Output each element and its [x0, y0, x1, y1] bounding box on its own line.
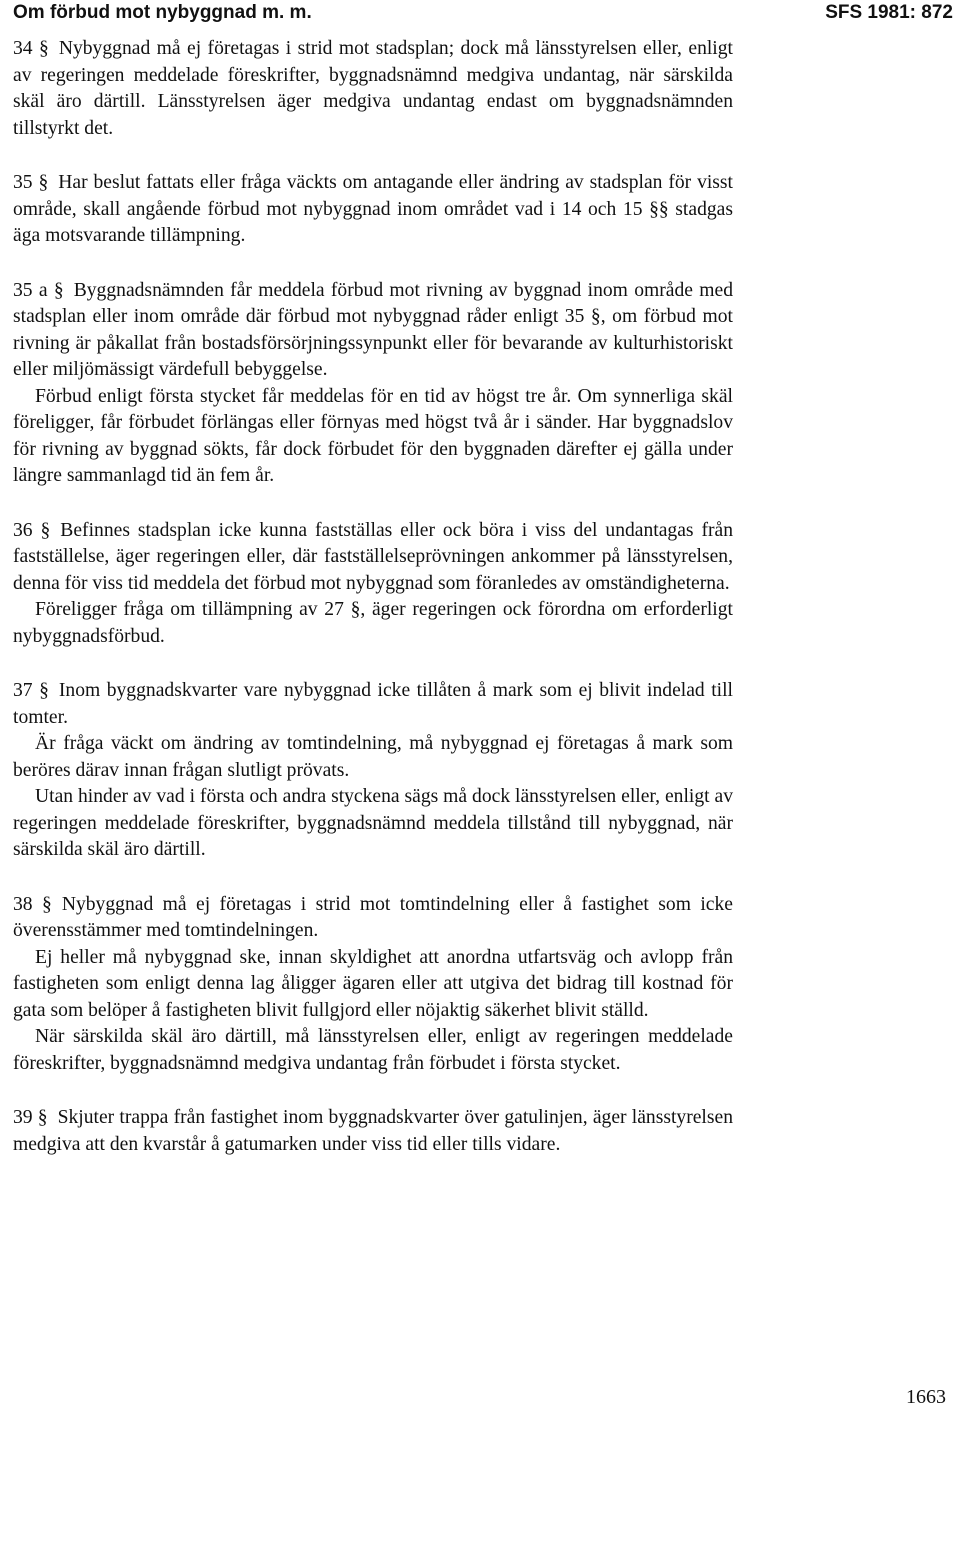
paragraph	[13, 1105, 733, 1158]
paragraph: Utan hinder av vad i första och andra styckena sägs må dock länsstyrelsen eller, enligt av regeringen meddelade föreskrifter, byggnadsnämnd meddela tillstånd till nybyggnad, när särskilda skäl äro därtill.	[13, 786, 733, 860]
section-number: 34 §	[13, 38, 49, 59]
paragraph: Är fråga väckt om ändring av tomtindelning, må nybyggnad ej företagas å mark som beröres därav innan frågan slutligt prövats.	[13, 733, 733, 781]
running-head-title: Om förbud mot nybyggnad m. m.	[13, 2, 312, 23]
paragraph: Förbud enligt första stycket får meddelas för en tid av högst tre år. Om synnerliga skäl föreligger, får förbudet förlängas eller förnyas med högst två år i sänder. Har byggnadslov för rivning av byggnad sökts, får dock förbudet för den byggnaden därefter ej gälla under längre sammanlagd tid än fem år.	[13, 385, 733, 486]
page-number: 1663	[906, 1386, 946, 1408]
paragraph	[13, 518, 733, 598]
paragraph	[13, 36, 733, 142]
paragraph-text: Har beslut fattats eller fråga väckts om antagande eller ändring av stadsplan för visst område, skall angående förbud mot nybyggnad inom området vad i 14 och 15 §§ stadgas äga motsvarande tillämpning.	[13, 172, 733, 246]
paragraph-text: Nybyggnad må ej företagas i strid mot tomtindelning eller å fastighet som icke överensstämmer med tomtindelningen.	[13, 893, 733, 941]
paragraph: Ej heller må nybyggnad ske, innan skyldighet att anordna utfartsväg och avlopp från fastigheten som enligt denna lag åligger ägaren eller att utgiva det bidrag till kostnad för gata som belöper å fastigheten blivit fullgjord eller nöjaktig säkerhet blivit ställd.	[13, 946, 733, 1021]
sfs-reference: SFS 1981: 872	[825, 2, 953, 23]
section-number: 37 §	[13, 680, 49, 701]
paragraph-text: Nybyggnad må ej företagas i strid mot stadsplan; dock må länsstyrelsen eller, enligt av regeringen meddelade föreskrifter, byggnadsnämnd medgiva undantag, när särskilda skäl äro därtill. Länsstyrelsen äger medgiva undantag endast om byggnadsnämnden tillstyrkt det.	[13, 38, 733, 139]
paragraph	[13, 278, 733, 384]
section-39	[13, 1105, 733, 1158]
section-number: 36 §	[13, 519, 51, 541]
paragraph-text: Skjuter trappa från fastighet inom byggnadskvarter över gatulinjen, äger länsstyrelsen medgiva att den kvarstår å gatumarken under viss tid eller tills vidare.	[13, 1107, 733, 1155]
section-36	[13, 518, 733, 651]
paragraph-text: Byggnadsnämnden får meddela förbud mot rivning av byggnad inom område med stadsplan eller inom område där förbud mot nybyggnad råder enligt 35 §, om förbud mot rivning är påkallat från bostadsförsörjningssynpunkt eller för bevarande av kulturhistoriskt eller miljömässigt värdefull bebyggelse.	[13, 279, 733, 380]
section-number: 39 §	[13, 1107, 48, 1128]
section-number: 35 §	[13, 172, 49, 193]
section-number: 38 §	[13, 893, 52, 915]
paragraph-text: Inom byggnadskvarter vare nybyggnad icke tillåten å mark som ej blivit indelad till tomter.	[13, 680, 733, 728]
section-number: 35 a §	[13, 279, 64, 301]
section-35	[13, 170, 733, 250]
section-37	[13, 678, 733, 864]
paragraph	[13, 678, 733, 731]
body-text	[13, 36, 733, 1186]
paragraph	[13, 170, 733, 250]
section-38	[13, 892, 733, 1078]
paragraph: När särskilda skäl äro därtill, må länsstyrelsen eller, enligt av regeringen meddelade föreskrifter, byggnadsnämnd medgiva undantag från förbudet i första stycket.	[13, 1026, 733, 1074]
running-head	[13, 2, 953, 28]
section-35a	[13, 278, 733, 490]
paragraph: Föreligger fråga om tillämpning av 27 §, äger regeringen ock förordna om erforderligt nybyggnadsförbud.	[13, 599, 733, 647]
paragraph	[13, 892, 733, 945]
section-34	[13, 36, 733, 142]
paragraph-text: Befinnes stadsplan icke kunna fastställas eller ock böra i viss del undantagas från fastställelse, äger regeringen eller, där fastställelseprövningen ankommer på länsstyrelsen, denna för viss tid meddela det förbud mot nybyggnad som föranledes av omständigheterna.	[13, 519, 733, 594]
